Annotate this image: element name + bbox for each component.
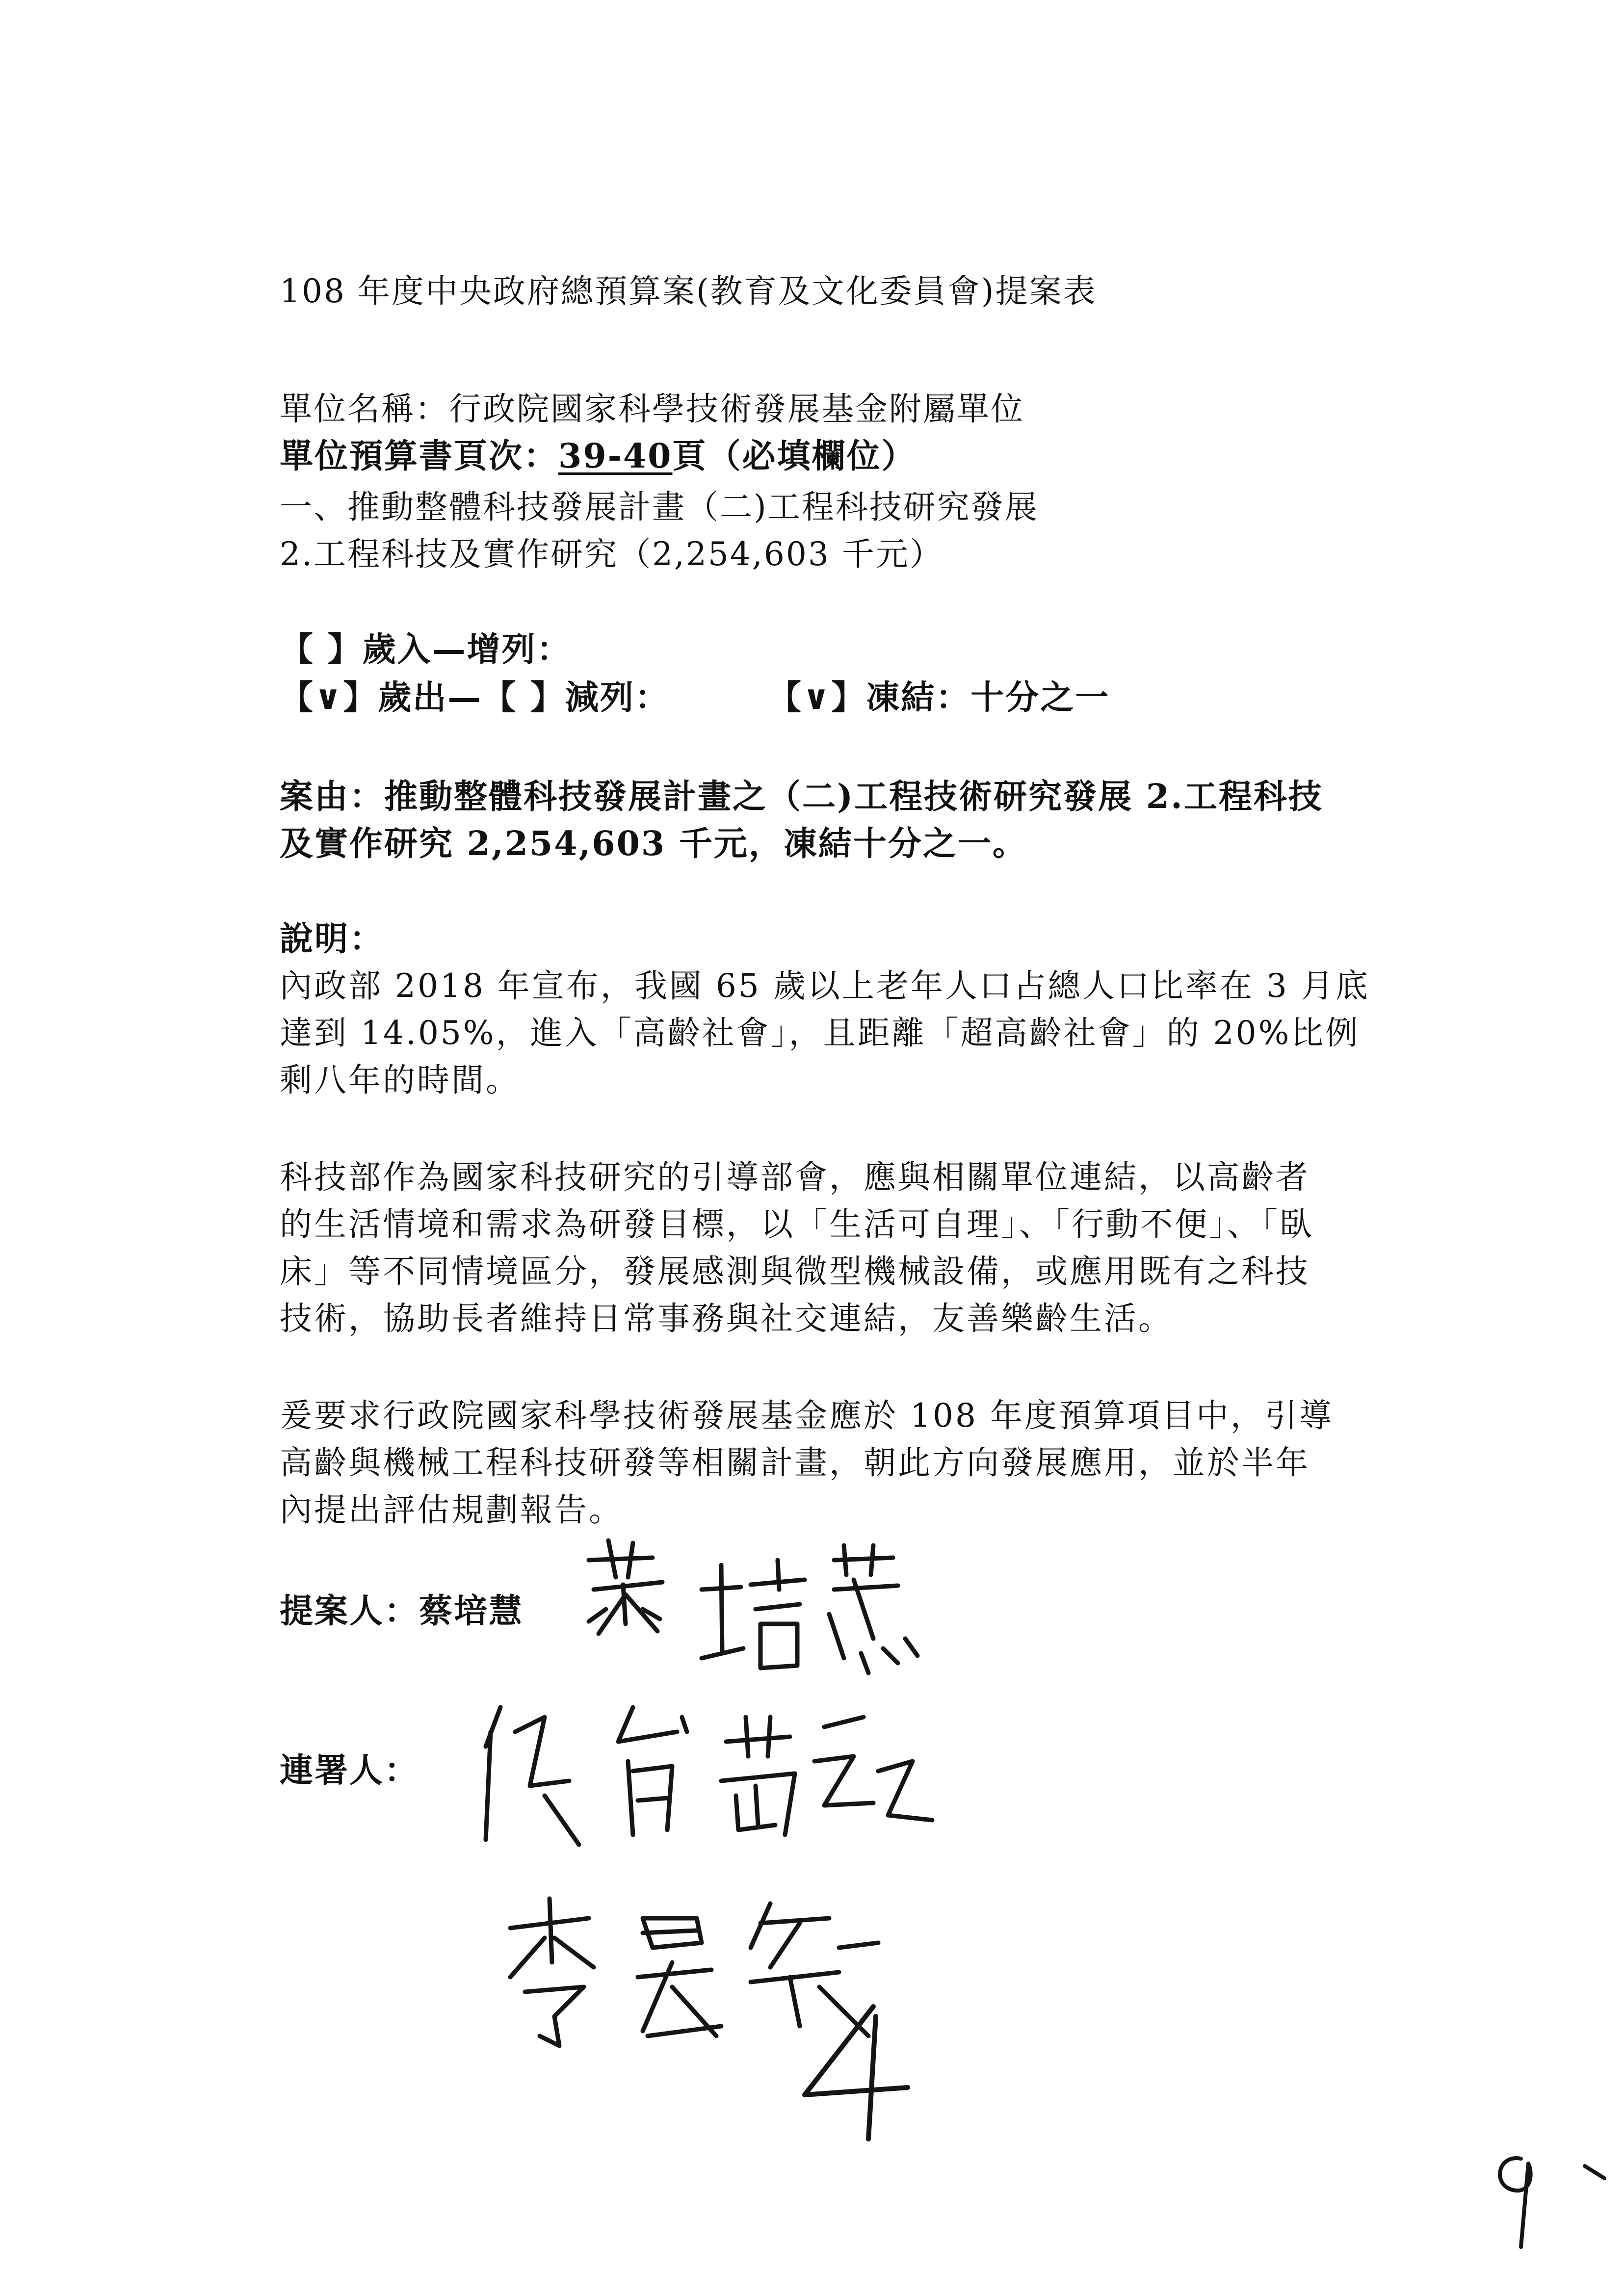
page-mark xyxy=(1487,2144,1614,2259)
paragraph-line: 床」等不同情境區分，發展感測與微型機械設備，或應用既有之科技 xyxy=(280,1252,1310,1290)
paragraph-line: 高齡與機械工程科技研發等相關計畫，朝此方向發展應用，並於半年 xyxy=(280,1444,1310,1482)
unit-page-label: 單位預算書頁次： xyxy=(280,437,559,476)
paragraph-line: 科技部作為國家科技研究的引導部會，應與相關單位連結，以高齡者 xyxy=(280,1158,1310,1196)
cosigner-label: 連署人： xyxy=(280,1751,419,1790)
reason-line-2: 及實作研究 2,254,603 千元，凍結十分之一。 xyxy=(280,824,1027,863)
paragraph-line: 技術，協助長者維持日常事務與社交連結，友善樂齡生活。 xyxy=(280,1300,1173,1337)
item-line: 2.工程科技及實作研究（2,254,603 千元） xyxy=(280,535,943,573)
paragraph-line: 爰要求行政院國家科學技術發展基金應於 108 年度預算項目中，引導 xyxy=(280,1397,1334,1435)
option-freeze: 【∨】凍結：十分之一 xyxy=(768,678,1110,717)
handwritten-number-4 xyxy=(795,1997,922,2146)
plan-line: 一、推動整體科技發展計畫（二)工程科技研究發展 xyxy=(280,488,1039,526)
paragraph-line: 的生活情境和需求為研發目標，以「生活可自理」、「行動不便」、「臥 xyxy=(280,1205,1314,1243)
unit-page-value: 39-40 xyxy=(558,437,673,476)
unit-page-line xyxy=(280,430,917,477)
proposer-label: 提案人：蔡培慧 xyxy=(280,1592,524,1631)
explanation-heading: 說明： xyxy=(280,919,385,959)
document-title: 108 年度中央政府總預算案(教育及文化委員會)提案表 xyxy=(280,272,1097,310)
option-revenue-increase: 【 】歲入—增列： xyxy=(280,630,572,669)
paragraph-line: 內提出評估規劃報告。 xyxy=(280,1491,623,1529)
reason-line-1: 案由：推動整體科技發展計畫之（二)工程技術研究發展 2.工程科技 xyxy=(280,777,1323,816)
proposer-signature xyxy=(579,1531,922,1690)
cosigner-signature-1 xyxy=(471,1688,942,1856)
option-expenditure-decrease: 【∨】歲出—【 】減列： xyxy=(280,678,670,717)
paragraph-line: 剩八年的時間。 xyxy=(280,1061,520,1099)
unit-page-suffix: 頁（必填欄位） xyxy=(672,437,917,476)
paragraph-line: 達到 14.05%，進入「高齡社會」，且距離「超高齡社會」的 20%比例 xyxy=(280,1014,1360,1052)
unit-name: 單位名稱：行政院國家科學技術發展基金附屬單位 xyxy=(280,390,1024,428)
paragraph-line: 內政部 2018 年宣布，我國 65 歲以上老年人口占總人口比率在 3 月底 xyxy=(280,967,1370,1005)
